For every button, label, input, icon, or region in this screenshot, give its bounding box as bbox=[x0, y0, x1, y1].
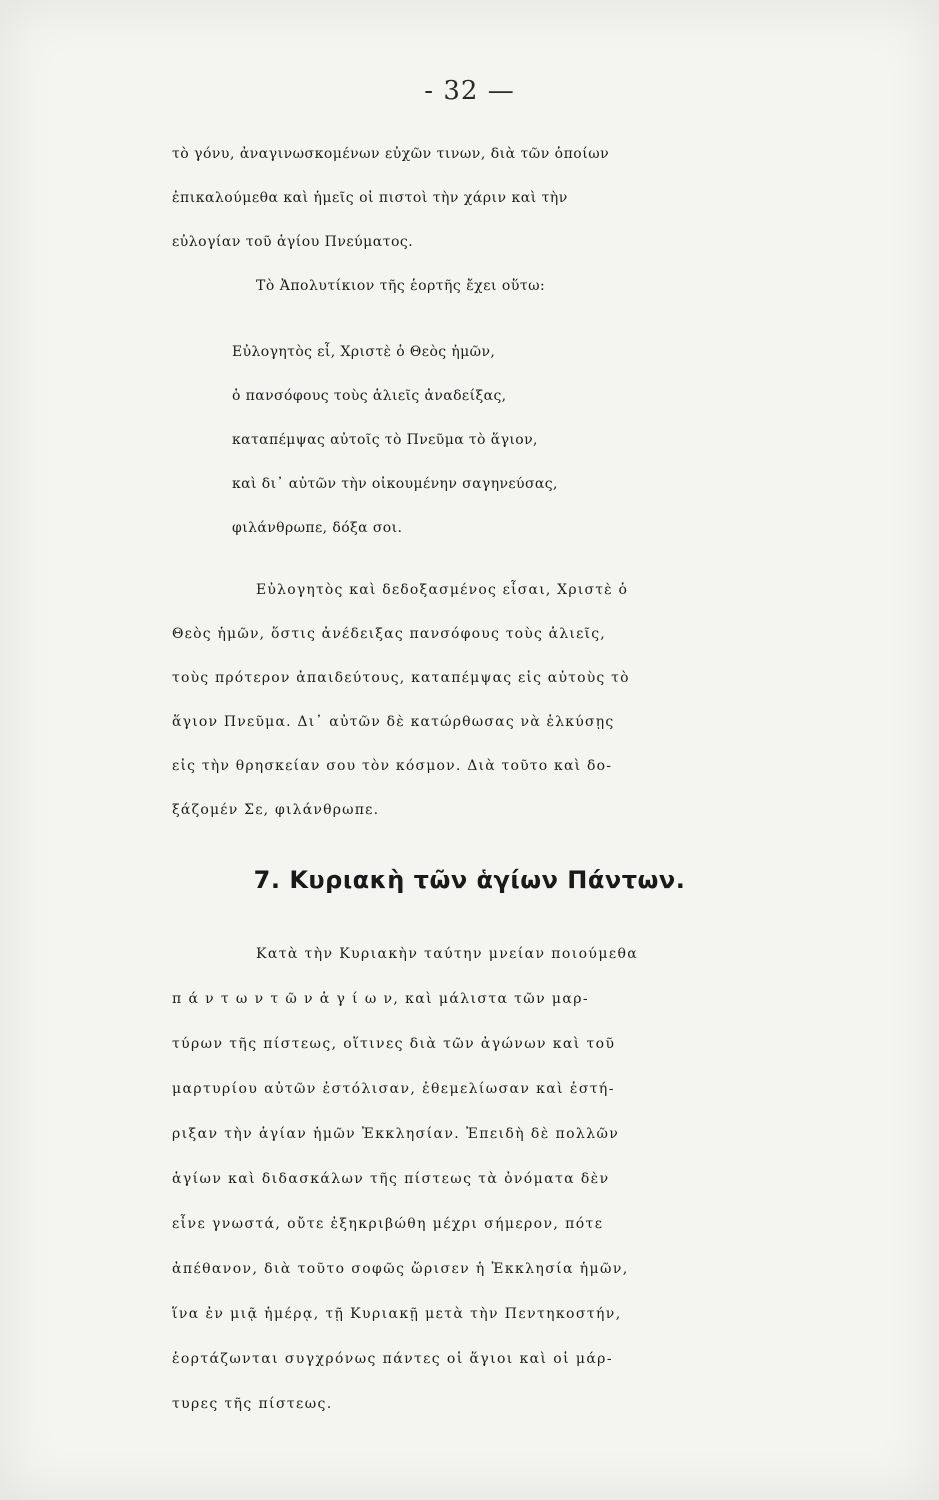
text-line: π ά ν τ ω ν τ ῶ ν ἁ γ ί ω ν, καὶ μάλιστα τῶν μαρ- bbox=[172, 991, 590, 1007]
text-line: τύρων τῆς πίστεως, οἵτινες διὰ τῶν ἀγώνων καὶ τοῦ bbox=[172, 1036, 616, 1052]
hymn-apolytikion bbox=[232, 330, 932, 550]
text-line: εἶνε γνωστά, οὔτε ἐξηκριβώθη μέχρι σήμερον, πότε bbox=[172, 1216, 604, 1232]
text-line: ξάζομέν Σε, φιλάνθρωπε. bbox=[172, 802, 380, 818]
text-line: τοὺς πρότερον ἀπαιδεύτους, καταπέμψας εἰς αὐτοὺς τὸ bbox=[172, 670, 630, 686]
text-line: τυρες τῆς πίστεως. bbox=[172, 1396, 333, 1412]
paragraph-paraphrase bbox=[172, 568, 932, 832]
paragraph-all-saints bbox=[172, 932, 932, 1427]
text-line: ἑορτάζωνται συγχρόνως πάντες οἱ ἅγιοι καὶ οἱ μάρ- bbox=[172, 1351, 613, 1367]
text-line: ἐπικαλούμεθα καὶ ἡμεῖς οἱ πιστοὶ τὴν χάριν καὶ τὴν bbox=[172, 190, 568, 206]
text-line: ἵνα ἐν μιᾷ ἡμέρᾳ, τῇ Κυριακῇ μετὰ τὴν Πεντηκοστήν, bbox=[172, 1306, 622, 1322]
text-line: Τὸ Ἀπολυτίκιον τῆς ἑορτῆς ἔχει οὕτω: bbox=[256, 278, 546, 294]
text-line: εὐλογίαν τοῦ ἁγίου Πνεύματος. bbox=[172, 234, 414, 250]
text-line: ἁγίων καὶ διδασκάλων τῆς πίστεως τὰ ὀνόματα δὲν bbox=[172, 1171, 610, 1187]
section-heading: 7. Κυριακὴ τῶν ἁγίων Πάντων. bbox=[253, 866, 686, 894]
text-line: μαρτυρίου αὐτῶν ἐστόλισαν, ἐθεμελίωσαν καὶ ἐστή- bbox=[172, 1081, 615, 1097]
hymn-line: Εὐλογητὸς εἶ, Χριστὲ ὁ Θεὸς ἡμῶν, bbox=[232, 344, 496, 360]
page-number: - 32 — bbox=[424, 76, 515, 106]
text-line: Θεὸς ἡμῶν, ὅστις ἀνέδειξας πανσόφους τοὺς ἁλιεῖς, bbox=[172, 626, 606, 642]
hymn-line: φιλάνθρωπε, δόξα σοι. bbox=[232, 520, 403, 536]
text-line: Εὐλογητὸς καὶ δεδοξασμένος εἶσαι, Χριστὲ ὁ bbox=[256, 582, 629, 598]
hymn-line: καὶ δι᾽ αὐτῶν τὴν οἰκουμένην σαγηνεύσας, bbox=[232, 476, 558, 492]
text-line: εἰς τὴν θρησκείαν σου τὸν κόσμον. Διὰ τοῦτο καὶ δο- bbox=[172, 758, 613, 774]
text-line: Κατὰ τὴν Κυριακὴν ταύτην μνείαν ποιούμεθα bbox=[256, 946, 639, 962]
text-line: τὸ γόνυ, ἀναγινωσκομένων εὐχῶν τινων, διὰ τῶν ὁποίων bbox=[172, 146, 610, 162]
hymn-line: ὁ πανσόφους τοὺς ἁλιεῖς ἀναδείξας, bbox=[232, 388, 507, 404]
paragraph-intro bbox=[172, 132, 932, 308]
text-line: ἀπέθανον, διὰ τοῦτο σοφῶς ὥρισεν ἡ Ἐκκλησία ἡμῶν, bbox=[172, 1261, 629, 1277]
text-line: ἅγιον Πνεῦμα. Δι᾽ αὐτῶν δὲ κατώρθωσας νὰ ἑλκύσῃς bbox=[172, 714, 615, 730]
hymn-line: καταπέμψας αὐτοῖς τὸ Πνεῦμα τὸ ἅγιον, bbox=[232, 432, 538, 448]
text-line: ριξαν τὴν ἁγίαν ἡμῶν Ἐκκλησίαν. Ἐπειδὴ δὲ πολλῶν bbox=[172, 1126, 620, 1142]
